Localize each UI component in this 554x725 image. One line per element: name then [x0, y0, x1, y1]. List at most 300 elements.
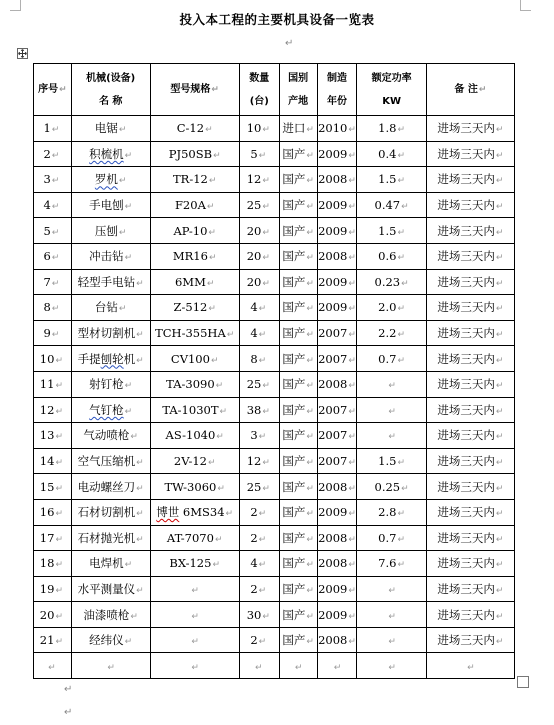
paragraph-mark: ↵ — [495, 458, 504, 469]
cell-equipment-name-text — [89, 147, 124, 161]
cell-note — [426, 627, 514, 653]
paragraph-mark: ↵ — [258, 534, 267, 545]
cell-seq — [34, 371, 72, 397]
paragraph-mark: ↵ — [306, 150, 314, 161]
paragraph-mark: ↵ — [348, 278, 356, 289]
paragraph-mark: ↵ — [136, 534, 144, 545]
cell-equipment-name — [71, 602, 150, 628]
cell-model — [150, 218, 239, 244]
cell-seq-text: 3 — [43, 172, 51, 187]
paragraph-mark: ↵ — [348, 202, 356, 213]
cell-equipment-name — [71, 448, 150, 474]
document-title: 投入本工程的主要机具设备一览表 — [179, 12, 375, 27]
cell-seq-text: 2 — [43, 146, 51, 161]
cell-rated-power — [357, 525, 426, 551]
paragraph-mark: ↵ — [191, 637, 199, 648]
paragraph-mark: ↵ — [397, 227, 406, 238]
cell-rated-power — [357, 474, 426, 500]
cell-note — [426, 653, 514, 679]
paragraph-mark: ↵ — [258, 150, 267, 161]
paragraph-mark: ↵ — [294, 662, 303, 673]
paragraph-mark: ↵ — [397, 176, 406, 187]
cell-model — [150, 295, 239, 321]
paragraph-mark: ↵ — [51, 202, 60, 213]
cell-year-text: 2009 — [318, 274, 348, 289]
cell-rated-power — [357, 627, 426, 653]
table-row — [34, 474, 515, 500]
cell-seq — [34, 346, 72, 372]
paragraph-mark: ↵ — [306, 458, 314, 469]
spellcheck-underline: 罗机 — [94, 172, 118, 187]
paragraph-mark: ↵ — [348, 125, 356, 136]
cell-equipment-name-text: 型材切割机 — [77, 326, 136, 341]
paragraph-mark: ↵ — [495, 381, 504, 392]
cell-year — [317, 474, 357, 500]
cell-note — [426, 167, 514, 193]
paragraph-mark: ↵ — [262, 176, 270, 187]
paragraph-mark: ↵ — [258, 637, 267, 648]
paragraph-mark: ↵ — [388, 432, 396, 443]
cell-note — [426, 551, 514, 577]
paragraph-mark: ↵ — [136, 483, 144, 494]
paragraph-mark: ↵ — [118, 304, 127, 315]
cell-equipment-name-text: 电动螺丝刀 — [77, 479, 136, 494]
cell-equipment-name-text: 手电刨 — [89, 198, 124, 213]
paragraph-mark: ↵ — [262, 458, 270, 469]
cell-model — [150, 551, 239, 577]
cell-seq-text: 4 — [43, 198, 51, 213]
cell-model-text: 博世 6MS34 — [156, 505, 225, 520]
paragraph-mark: ↵ — [306, 611, 314, 622]
cell-model-text: TA-3090 — [166, 377, 215, 392]
cell-model-text: 2V-12 — [173, 454, 207, 469]
cell-equipment-name — [71, 499, 150, 525]
paragraph-mark: ↵ — [262, 125, 270, 136]
cell-equipment-name — [71, 397, 150, 423]
cell-quantity — [239, 320, 279, 346]
cell-equipment-name — [71, 116, 150, 142]
cell-equipment-name-text — [89, 403, 124, 417]
header-model: 型号规格↵ — [150, 64, 239, 116]
paragraph-mark: ↵ — [55, 637, 63, 648]
table-resize-handle[interactable] — [517, 676, 529, 688]
table-row — [34, 653, 515, 679]
cell-rated-power-text: 0.23 — [374, 274, 401, 289]
cell-origin-text: 国产 — [282, 581, 306, 596]
cell-origin — [279, 423, 317, 449]
cell-year — [317, 627, 357, 653]
paragraph-mark: ↵ — [51, 150, 60, 161]
paragraph-mark: ↵ — [495, 560, 504, 571]
cell-model-text: MR16 — [172, 249, 208, 264]
cell-equipment-name-text: 手提刨轮机 — [77, 351, 136, 366]
cell-rated-power-text: 1.5 — [378, 454, 397, 469]
cell-model — [150, 141, 239, 167]
paragraph-mark: ↵ — [55, 381, 63, 392]
cell-origin-text: 国产 — [282, 377, 306, 392]
cell-equipment-name — [71, 653, 150, 679]
cell-equipment-name — [71, 192, 150, 218]
paragraph-mark: ↵ — [226, 330, 235, 341]
cell-quantity — [239, 551, 279, 577]
paragraph-mark: ↵ — [210, 355, 219, 366]
cell-rated-power — [357, 499, 426, 525]
cell-seq-text: 16 — [39, 505, 55, 520]
cell-model-text: AT-7070 — [166, 530, 214, 545]
paragraph-mark: ↵ — [348, 509, 356, 520]
cell-quantity-text: 3 — [250, 428, 258, 443]
paragraph-mark: ↵ — [495, 202, 504, 213]
cell-note-text: 进场三天内 — [437, 223, 495, 238]
cell-origin-text: 国产 — [282, 172, 306, 187]
cell-origin — [279, 551, 317, 577]
cell-note — [426, 320, 514, 346]
paragraph-mark: ↵ — [208, 253, 217, 264]
cell-equipment-name — [71, 371, 150, 397]
cell-equipment-name — [71, 141, 150, 167]
cell-origin-text: 国产 — [282, 326, 306, 341]
cell-seq-text: 14 — [39, 454, 55, 469]
paragraph-mark: ↵ — [205, 125, 213, 136]
cell-year — [317, 346, 357, 372]
cell-model — [150, 627, 239, 653]
paragraph-mark: ↵ — [136, 278, 144, 289]
paragraph-mark: ↵ — [388, 611, 396, 622]
paragraph-mark: ↵ — [262, 202, 270, 213]
paragraph-mark: ↵ — [495, 278, 504, 289]
header-seq: 序号↵ — [34, 64, 72, 116]
cell-model — [150, 167, 239, 193]
cell-equipment-name-text — [95, 172, 118, 186]
cell-origin-text: 国产 — [282, 607, 306, 622]
paragraph-mark: ↵ — [258, 355, 267, 366]
paragraph-mark: ↵ — [258, 304, 267, 315]
cell-rated-power-text: 0.7 — [378, 530, 397, 545]
paragraph-mark: ↵ — [136, 330, 144, 341]
cell-origin — [279, 474, 317, 500]
cell-seq-text: 6 — [43, 249, 51, 264]
cell-seq-text: 7 — [43, 274, 51, 289]
cell-model — [150, 602, 239, 628]
cell-model — [150, 423, 239, 449]
cell-rated-power — [357, 551, 426, 577]
cell-quantity-text: 30 — [246, 607, 262, 622]
paragraph-mark: ↵ — [397, 125, 406, 136]
cell-model-text: AS-1040 — [165, 428, 216, 443]
cell-quantity — [239, 269, 279, 295]
paragraph-mark: ↵ — [118, 176, 127, 187]
cell-equipment-name-text: 压刨 — [94, 223, 118, 238]
cell-year-text: 2010 — [318, 121, 348, 136]
cell-note — [426, 218, 514, 244]
cell-quantity — [239, 423, 279, 449]
cell-year-text: 2009 — [318, 198, 348, 213]
cell-seq — [34, 525, 72, 551]
cell-quantity — [239, 141, 279, 167]
paragraph-mark: ↵ — [401, 202, 409, 213]
paragraph-mark: ↵ — [348, 304, 356, 315]
cell-model — [150, 192, 239, 218]
paragraph-mark: ↵ — [467, 662, 475, 673]
paragraph-mark: ↵ — [262, 483, 270, 494]
cell-note-text: 进场三天内 — [437, 479, 495, 494]
table-row — [34, 116, 515, 142]
cell-seq — [34, 320, 72, 346]
cell-year — [317, 295, 357, 321]
cell-model-text: TCH-355HA — [155, 326, 226, 341]
paragraph-mark: ↵ — [306, 637, 314, 648]
paragraph-mark: ↵ — [51, 227, 60, 238]
cell-quantity-text: 2 — [250, 581, 258, 596]
cell-origin — [279, 243, 317, 269]
cell-year — [317, 525, 357, 551]
paragraph-mark: ↵ — [397, 304, 406, 315]
paragraph-mark: ↵ — [124, 406, 133, 417]
cell-year-text: 2007 — [318, 454, 348, 469]
paragraph-mark: ↵ — [55, 560, 63, 571]
paragraph-mark: ↵ — [217, 483, 225, 494]
cell-seq — [34, 576, 72, 602]
cell-rated-power-text: 1.5 — [378, 172, 397, 187]
cell-year-text: 2007 — [318, 326, 348, 341]
cell-seq-text: 19 — [39, 581, 55, 596]
paragraph-mark: ↵ — [348, 637, 356, 648]
cell-model-text: CV100 — [170, 351, 210, 366]
paragraph-mark: ↵ — [495, 611, 504, 622]
equipment-table — [33, 63, 515, 679]
cell-note — [426, 499, 514, 525]
cell-equipment-name-text: 经纬仪 — [89, 633, 124, 648]
paragraph-mark: ↵ — [258, 560, 267, 571]
cell-seq — [34, 269, 72, 295]
cell-origin — [279, 653, 317, 679]
paragraph-mark: ↵ — [348, 585, 356, 596]
paragraph-mark: ↵ — [388, 585, 396, 596]
cell-origin — [279, 295, 317, 321]
cell-equipment-name-text: 台钻 — [94, 300, 118, 315]
cell-equipment-name — [71, 167, 150, 193]
paragraph-mark: ↵ — [397, 150, 406, 161]
cell-rated-power — [357, 397, 426, 423]
paragraph-mark: ↵ — [401, 278, 409, 289]
cell-origin-text: 国产 — [282, 223, 306, 238]
cell-note — [426, 397, 514, 423]
cell-model-text: Z-512 — [173, 300, 208, 315]
cell-origin-text: 国产 — [282, 402, 306, 417]
table-row — [34, 320, 515, 346]
cell-model-text: BX-125 — [169, 556, 212, 571]
paragraph-mark: ↵ — [124, 381, 133, 392]
cell-quantity-text: 2 — [250, 505, 258, 520]
cell-seq — [34, 474, 72, 500]
paragraph-mark: ↵ — [348, 227, 356, 238]
paragraph-mark: ↵ — [306, 125, 314, 136]
cell-equipment-name-text: 石材切割机 — [77, 505, 136, 520]
paragraph-mark: ↵ — [262, 227, 270, 238]
cell-rated-power-text: 0.25 — [374, 479, 401, 494]
paragraph-mark: ↵ — [401, 483, 409, 494]
cell-note-text: 进场三天内 — [437, 530, 495, 545]
cell-origin-text: 进口 — [282, 121, 306, 136]
cell-quantity-text: 2 — [250, 633, 258, 648]
cell-seq — [34, 499, 72, 525]
cell-model — [150, 243, 239, 269]
cell-note-text: 进场三天内 — [437, 121, 495, 136]
paragraph-mark: ↵ — [495, 304, 504, 315]
table-row — [34, 423, 515, 449]
paragraph-mark: ↵ — [55, 611, 63, 622]
paragraph-mark: ↵ — [216, 432, 224, 443]
paragraph-mark: ↵ — [348, 458, 356, 469]
cell-year — [317, 192, 357, 218]
paragraph-mark: ↵ — [388, 662, 396, 673]
cell-year-text: 2009 — [318, 300, 348, 315]
cell-equipment-name-text: 石材抛光机 — [77, 530, 136, 545]
cell-quantity-text: 25 — [246, 479, 262, 494]
cell-note-text: 进场三天内 — [437, 351, 495, 366]
header-rated-power: 额定功率 KW — [357, 64, 426, 116]
paragraph-mark: ↵ — [55, 534, 63, 545]
cell-quantity-text: 25 — [246, 377, 262, 392]
cell-origin — [279, 448, 317, 474]
cell-seq — [34, 448, 72, 474]
cell-note — [426, 371, 514, 397]
cell-note-text: 进场三天内 — [437, 172, 495, 187]
paragraph-mark: ↵ — [55, 585, 63, 596]
table-row — [34, 192, 515, 218]
cell-equipment-name — [71, 346, 150, 372]
cell-seq-text: 20 — [39, 607, 55, 622]
cell-note — [426, 474, 514, 500]
paragraph-mark: ↵ — [306, 253, 314, 264]
cell-origin — [279, 499, 317, 525]
cell-rated-power — [357, 243, 426, 269]
cell-quantity — [239, 371, 279, 397]
paragraph-mark: ↵ — [118, 227, 127, 238]
cell-origin-text: 国产 — [282, 146, 306, 161]
cell-equipment-name — [71, 295, 150, 321]
cell-quantity-text: 2 — [250, 530, 258, 545]
paragraph-mark: ↵ — [262, 278, 270, 289]
paragraph-mark: ↵ — [124, 560, 133, 571]
paragraph-mark: ↵ — [206, 278, 215, 289]
cell-quantity — [239, 627, 279, 653]
cell-note — [426, 295, 514, 321]
cell-quantity-text: 12 — [246, 454, 262, 469]
paragraph-mark: ↵ — [206, 202, 215, 213]
table-move-handle-icon[interactable] — [17, 48, 28, 59]
cell-equipment-name — [71, 243, 150, 269]
cell-seq-text: 5 — [43, 223, 51, 238]
cell-note — [426, 423, 514, 449]
header-quantity: 数量 (台) — [239, 64, 279, 116]
paragraph-mark: ↵ — [258, 509, 267, 520]
paragraph-mark: ↵ — [388, 637, 396, 648]
cell-quantity — [239, 218, 279, 244]
paragraph-mark: ↵ — [306, 483, 314, 494]
cell-origin-text: 国产 — [282, 454, 306, 469]
cell-quantity — [239, 474, 279, 500]
cell-origin — [279, 192, 317, 218]
cell-year — [317, 371, 357, 397]
cell-origin — [279, 116, 317, 142]
cell-rated-power — [357, 192, 426, 218]
cell-year — [317, 576, 357, 602]
cell-quantity-text: 38 — [246, 402, 262, 417]
paragraph-mark: ↵ — [55, 458, 63, 469]
paragraph-mark: ↵ — [214, 534, 223, 545]
paragraph-mark: ↵ — [495, 637, 504, 648]
paragraph-mark: ↵ — [48, 662, 56, 673]
header-origin: 国别 产地 — [279, 64, 317, 116]
cell-origin — [279, 141, 317, 167]
header-equipment-name: 机械(设备) 名 称 — [71, 64, 150, 116]
paragraph-mark: ↵ — [258, 330, 267, 341]
cell-year — [317, 116, 357, 142]
cell-rated-power-text: 0.47 — [374, 198, 401, 213]
cell-quantity — [239, 653, 279, 679]
cell-quantity-text: 4 — [250, 300, 258, 315]
cell-model — [150, 346, 239, 372]
paragraph-mark: ↵ — [306, 176, 314, 187]
cell-year-text: 2009 — [318, 223, 348, 238]
cell-rated-power — [357, 576, 426, 602]
paragraph-mark: ↵ — [262, 253, 270, 264]
cell-equipment-name-text: 油漆喷枪 — [83, 607, 130, 622]
paragraph-mark: ↵ — [51, 253, 60, 264]
cell-seq — [34, 627, 72, 653]
cell-rated-power — [357, 218, 426, 244]
cell-quantity — [239, 602, 279, 628]
paragraph-mark: ↵ — [136, 355, 144, 366]
paragraph-mark: ↵ — [348, 560, 356, 571]
cell-seq — [34, 295, 72, 321]
paragraph-mark: ↵ — [306, 585, 314, 596]
cell-origin-text: 国产 — [282, 428, 306, 443]
cell-model — [150, 653, 239, 679]
cell-equipment-name — [71, 269, 150, 295]
paragraph-mark: ↵ — [348, 330, 356, 341]
paragraph-mark: ↵ — [255, 662, 263, 673]
cell-origin — [279, 346, 317, 372]
cell-note — [426, 141, 514, 167]
table-row — [34, 627, 515, 653]
cell-equipment-name-text: 水平测量仪 — [77, 581, 136, 596]
paragraph-mark: ↵ — [397, 330, 406, 341]
cell-model-text: F20A — [174, 198, 206, 213]
paragraph-mark: ↵ — [348, 150, 356, 161]
paragraph-mark: ↵ — [495, 227, 504, 238]
cell-note-text: 进场三天内 — [437, 581, 495, 596]
spellcheck-underline: 博世 — [156, 505, 180, 520]
cell-rated-power-text: 1.8 — [378, 121, 397, 136]
cell-year-text: 2008 — [318, 249, 348, 264]
cell-origin — [279, 167, 317, 193]
cell-equipment-name — [71, 218, 150, 244]
paragraph-mark: ↵ — [495, 150, 504, 161]
cell-model — [150, 576, 239, 602]
cell-note — [426, 192, 514, 218]
paragraph-mark: ↵ — [212, 560, 220, 571]
cell-rated-power-text: 0.7 — [378, 351, 397, 366]
cell-rated-power-text: 0.4 — [378, 146, 397, 161]
cell-model — [150, 371, 239, 397]
paragraph-mark: ↵ — [397, 355, 406, 366]
cell-year — [317, 243, 357, 269]
paragraph-mark: ↵ — [55, 509, 63, 520]
table-row — [34, 295, 515, 321]
cell-note — [426, 448, 514, 474]
